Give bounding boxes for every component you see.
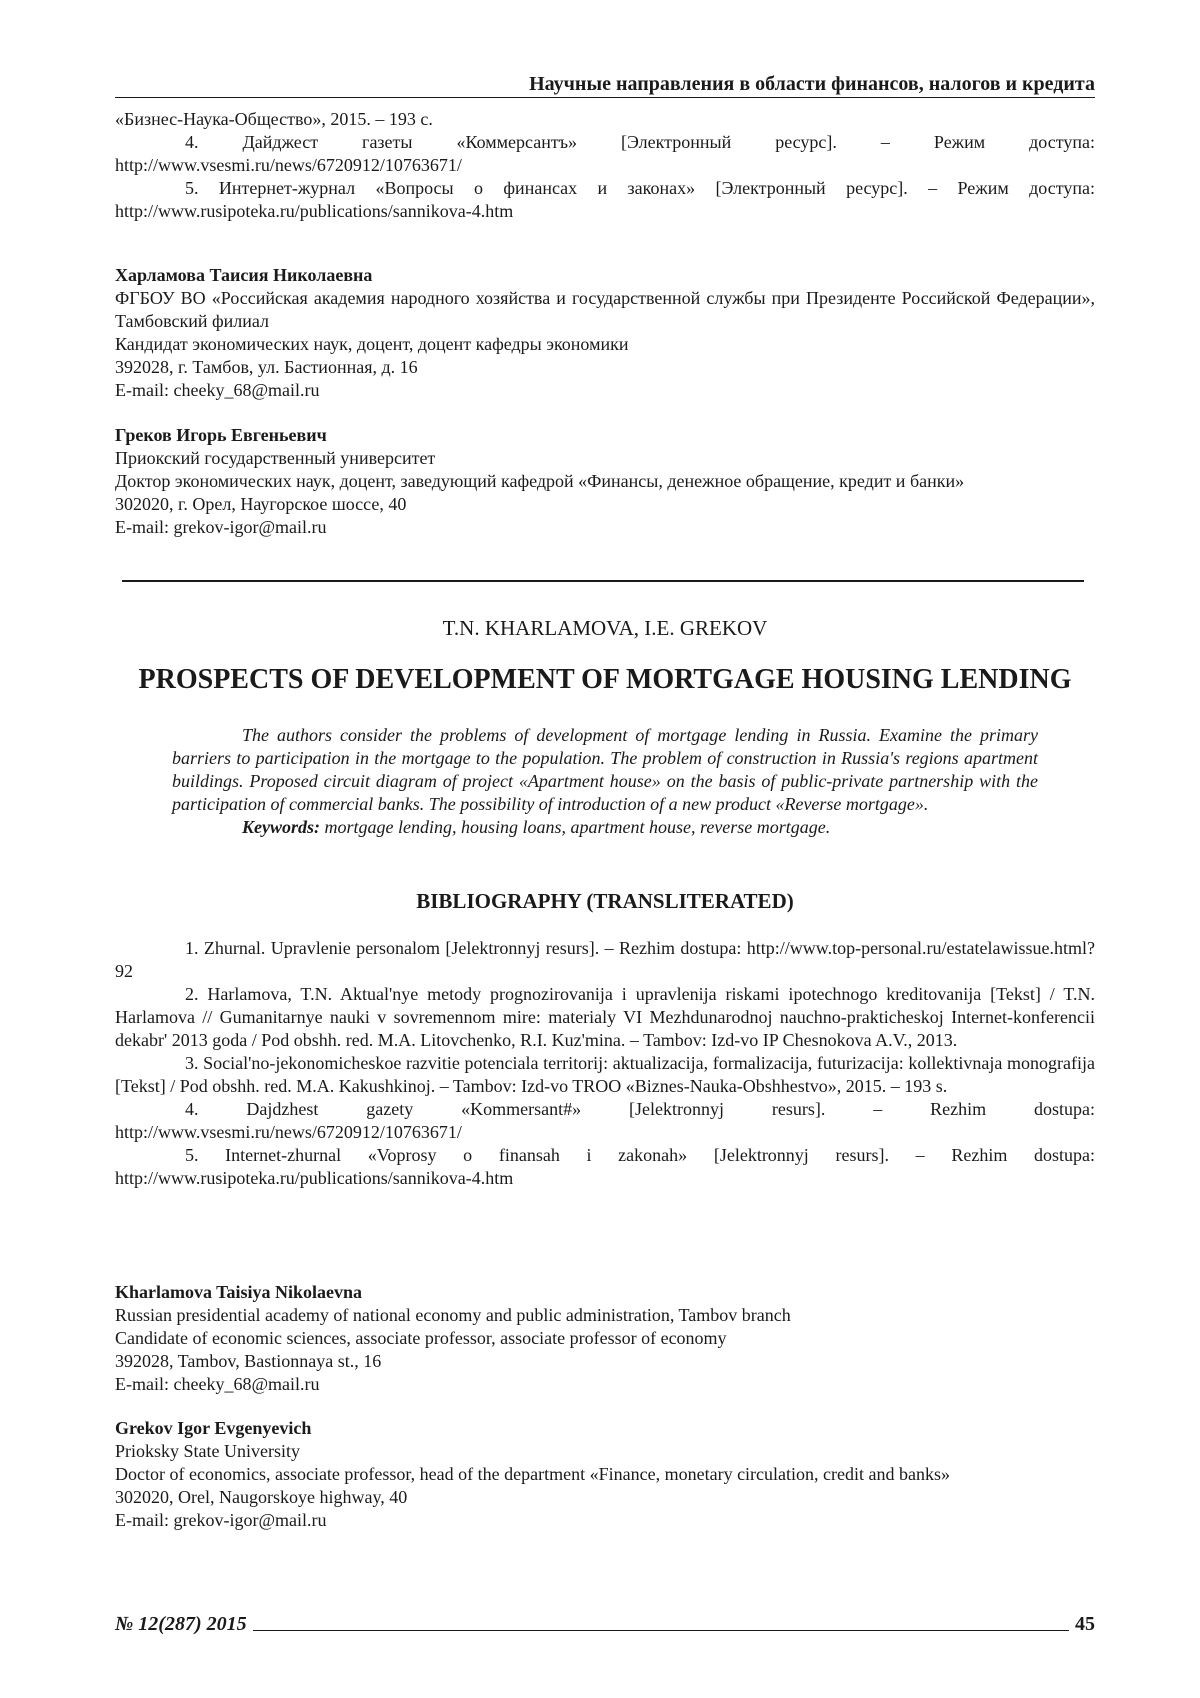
author-name: Kharlamova Taisiya Nikolaevna (115, 1282, 363, 1302)
reference-item: 1. Zhurnal. Upravlenie personalom [Jelektronnyj resurs]. – Rezhim dostupa: http://www.top-personal.ru/estatelawissue.html?92 (115, 938, 1095, 981)
author-affiliation: Приокский государственный университет (115, 448, 436, 468)
author-address: 302020, Orel, Naugorskoye highway, 40 (115, 1487, 408, 1507)
reference-line: 5. Интернет-журнал «Вопросы о финансах и законах» [Электронный ресурс]. – Режим доступа: (185, 178, 1095, 198)
reference-url: http://www.vsesmi.ru/news/6720912/10763671/ (115, 1122, 462, 1142)
author-position: Доктор экономических наук, доцент, заведующий кафедрой «Финансы, денежное обращение, кредит и банки» (115, 471, 965, 491)
ru-author-block-1 (115, 264, 1095, 402)
abstract-text: The authors consider the problems of development of mortgage lending in Russia. Examine the primary barriers to participation in the mortgage to the population. The problem of construction in Russia's regions apartment buildings. Proposed circuit diagram of project «Apartment house» on the basis of public-private partnership with the participation of commercial banks. The possibility of introduction of a new product «Reverse mortgage». (172, 725, 1038, 814)
reference-url: http://www.rusipoteka.ru/publications/sannikova-4.htm (115, 1168, 514, 1188)
footer-rule (253, 1630, 1069, 1631)
keywords-label: Keywords: (242, 817, 320, 837)
author-position: Кандидат экономических наук, доцент, доцент кафедры экономики (115, 334, 629, 354)
author-affiliation: Prioksky State University (115, 1441, 300, 1461)
author-address: 392028, Tambov, Bastionnaya st., 16 (115, 1351, 382, 1371)
section-divider (122, 580, 1084, 582)
bibliography-list (115, 937, 1095, 1190)
author-name: Grekov Igor Evgenyevich (115, 1418, 312, 1438)
reference-line: 5. Internet-zhurnal «Voprosy o finansah i zakonah» [Jelektronnyj resurs]. – Rezhim dostupa: (185, 1145, 1095, 1165)
article-authors: T.N. KHARLAMOVA, I.E. GREKOV (442, 616, 768, 640)
reference-url: http://www.rusipoteka.ru/publications/sannikova-4.htm (115, 201, 514, 221)
keywords (172, 816, 1038, 839)
author-email: E-mail: cheeky_68@mail.ru (115, 1374, 320, 1394)
bibliography-title: BIBLIOGRAPHY (TRANSLITERATED) (416, 889, 794, 913)
page-number: 45 (1075, 1613, 1095, 1635)
author-name: Греков Игорь Евгеньевич (115, 425, 327, 445)
author-name: Харламова Таисия Николаевна (115, 265, 373, 285)
author-position: Doctor of economics, associate professor, head of the department «Finance, monetary circulation, credit and banks» (115, 1464, 950, 1484)
reference-line: 4. Dajdzhest gazety «Kommersant#» [Jelektronnyj resurs]. – Rezhim dostupa: (185, 1099, 1095, 1119)
reference-line: 4. Дайджест газеты «Коммерсантъ» [Электронный ресурс]. – Режим доступа: (185, 132, 1095, 152)
issue-number: № 12(287) 2015 (115, 1613, 247, 1635)
reference-line: «Бизнес-Наука-Общество», 2015. – 193 с. (115, 109, 433, 129)
article-title: PROSPECTS OF DEVELOPMENT OF MORTGAGE HOUSING LENDING (138, 664, 1072, 695)
en-author-block-1 (115, 1281, 1095, 1396)
author-email: E-mail: grekov-igor@mail.ru (115, 1510, 327, 1530)
reference-url: http://www.vsesmi.ru/news/6720912/10763671/ (115, 155, 462, 175)
author-position: Candidate of economic sciences, associate professor, associate professor of economy (115, 1328, 727, 1348)
ru-references-tail (115, 108, 1095, 223)
en-author-block-2 (115, 1417, 1095, 1532)
keywords-text: mortgage lending, housing loans, apartment house, reverse mortgage. (324, 817, 831, 837)
author-email: E-mail: grekov-igor@mail.ru (115, 517, 327, 537)
author-affiliation: Russian presidential academy of national economy and public administration, Tambov branch (115, 1305, 791, 1325)
author-affiliation: ФГБОУ ВО «Российская академия народного хозяйства и государственной службы при Президенте Российской Федерации», Тамбовский филиал (115, 288, 1095, 331)
author-address: 302020, г. Орел, Наугорское шоссе, 40 (115, 494, 407, 514)
ru-author-block-2 (115, 424, 1095, 539)
author-address: 392028, г. Тамбов, ул. Бастионная, д. 16 (115, 357, 418, 377)
reference-item: 3. Social'no-jekonomicheskoe razvitie potenciala territorij: aktualizacija, formalizacija, futurizacija: kollektivnaja monografija [Tekst] / Pod obshh. red. M.A. Kakushkinoj. – Tambov: Izd-vo TROO «Biznes-Nauka-Obshhestvo», 2015. – 193 s. (115, 1053, 1095, 1096)
running-head: Научные направления в области финансов, налогов и кредита (115, 72, 1095, 98)
reference-item: 2. Harlamova, T.N. Aktual'nye metody prognozirovanija i upravlenija riskami ipotechnogo kreditovanija [Tekst] / T.N. Harlamova // Gumanitarnye nauki v sovremennom mire: materialy VI Mezhdunarodnoj nauchno-prakticheskoj Internet-konferencii dekabr' 2013 goda / Pod obshh. red. M.A. Litovchenko, R.I. Kuz'mina. – Tambov: Izd-vo IP Chesnokova A.V., 2013. (115, 984, 1095, 1050)
page-footer (115, 1610, 1095, 1636)
author-email: E-mail: cheeky_68@mail.ru (115, 380, 320, 400)
article-abstract (172, 724, 1038, 839)
